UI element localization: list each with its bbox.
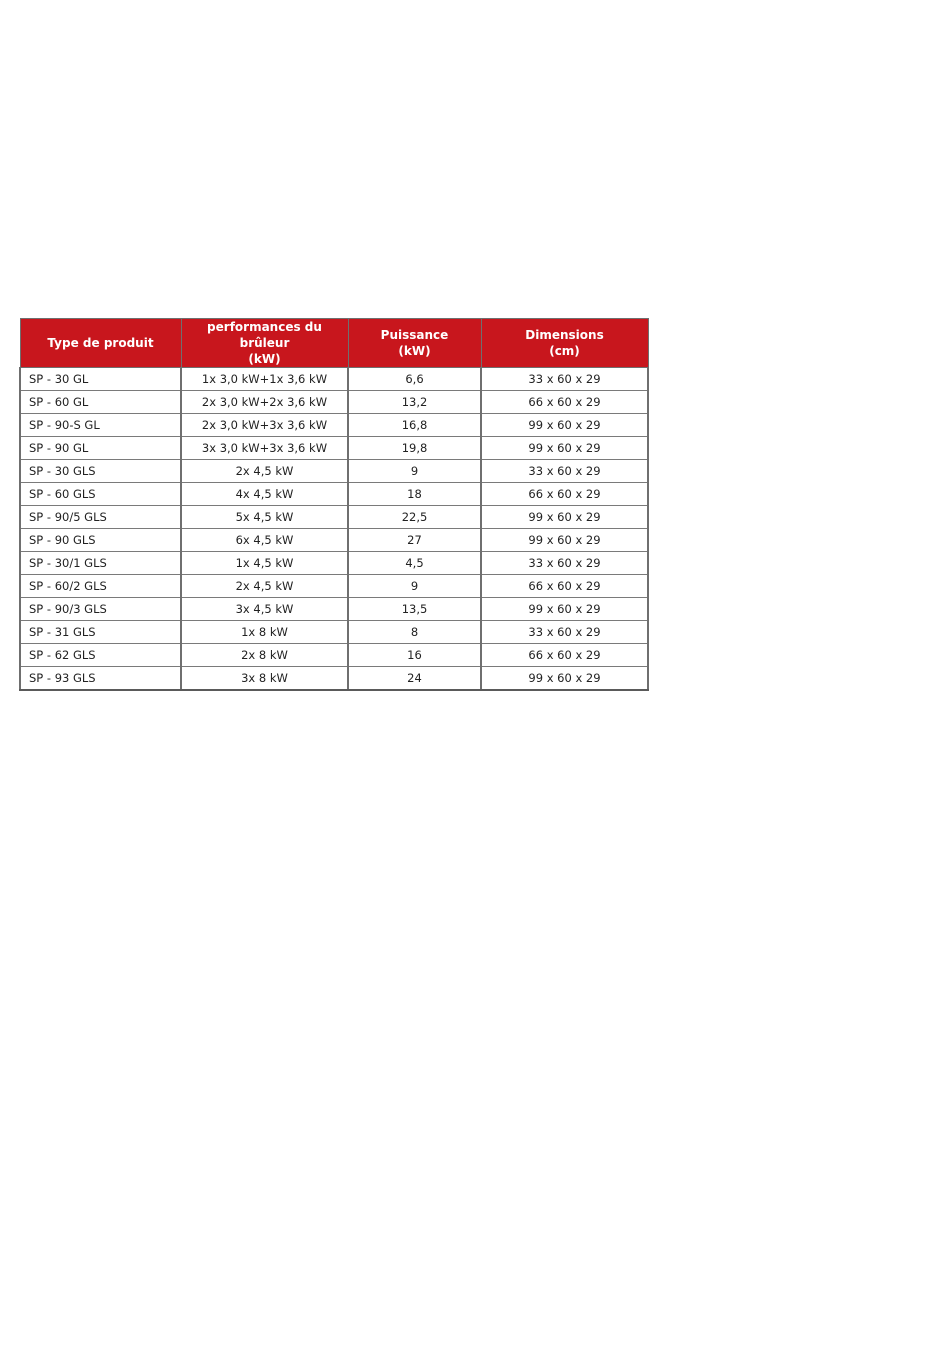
cell-dimensions: 66 x 60 x 29: [481, 483, 648, 506]
cell-product-type: SP - 90 GLS: [20, 529, 181, 552]
cell-product-type: SP - 60/2 GLS: [20, 575, 181, 598]
cell-dimensions: 33 x 60 x 29: [481, 460, 648, 483]
cell-dimensions: 33 x 60 x 29: [481, 368, 648, 391]
cell-burner-performance: 2x 4,5 kW: [181, 575, 348, 598]
cell-dimensions: 99 x 60 x 29: [481, 414, 648, 437]
cell-burner-performance: 6x 4,5 kW: [181, 529, 348, 552]
cell-dimensions: 66 x 60 x 29: [481, 391, 648, 414]
cell-dimensions: 99 x 60 x 29: [481, 598, 648, 621]
cell-power: 9: [348, 575, 481, 598]
table-row: [20, 529, 648, 552]
table-row: [20, 667, 648, 691]
cell-product-type: SP - 60 GL: [20, 391, 181, 414]
table-row: [20, 391, 648, 414]
cell-product-type: SP - 60 GLS: [20, 483, 181, 506]
header-product-type: Type de produit: [20, 319, 181, 368]
cell-power: 8: [348, 621, 481, 644]
cell-power: 9: [348, 460, 481, 483]
cell-dimensions: 33 x 60 x 29: [481, 621, 648, 644]
cell-burner-performance: 1x 4,5 kW: [181, 552, 348, 575]
cell-burner-performance: 3x 8 kW: [181, 667, 348, 691]
cell-product-type: SP - 90-S GL: [20, 414, 181, 437]
cell-power: 18: [348, 483, 481, 506]
cell-burner-performance: 1x 3,0 kW+1x 3,6 kW: [181, 368, 348, 391]
cell-power: 16: [348, 644, 481, 667]
product-spec-table: [19, 318, 649, 691]
cell-power: 16,8: [348, 414, 481, 437]
cell-dimensions: 99 x 60 x 29: [481, 529, 648, 552]
cell-dimensions: 99 x 60 x 29: [481, 667, 648, 691]
cell-burner-performance: 2x 3,0 kW+2x 3,6 kW: [181, 391, 348, 414]
cell-product-type: SP - 62 GLS: [20, 644, 181, 667]
cell-product-type: SP - 90/5 GLS: [20, 506, 181, 529]
table-header-row: [20, 319, 648, 368]
cell-power: 13,2: [348, 391, 481, 414]
cell-power: 22,5: [348, 506, 481, 529]
cell-product-type: SP - 30 GL: [20, 368, 181, 391]
table-row: [20, 483, 648, 506]
cell-power: 27: [348, 529, 481, 552]
header-burner-performance: performances du brûleur (kW): [181, 319, 348, 368]
cell-burner-performance: 2x 8 kW: [181, 644, 348, 667]
table-body: [20, 368, 648, 691]
cell-product-type: SP - 31 GLS: [20, 621, 181, 644]
cell-product-type: SP - 90/3 GLS: [20, 598, 181, 621]
cell-burner-performance: 3x 3,0 kW+3x 3,6 kW: [181, 437, 348, 460]
cell-product-type: SP - 30/1 GLS: [20, 552, 181, 575]
cell-dimensions: 66 x 60 x 29: [481, 644, 648, 667]
cell-burner-performance: 2x 3,0 kW+3x 3,6 kW: [181, 414, 348, 437]
cell-burner-performance: 3x 4,5 kW: [181, 598, 348, 621]
cell-burner-performance: 4x 4,5 kW: [181, 483, 348, 506]
table-row: [20, 368, 648, 391]
cell-burner-performance: 2x 4,5 kW: [181, 460, 348, 483]
cell-product-type: SP - 30 GLS: [20, 460, 181, 483]
cell-dimensions: 66 x 60 x 29: [481, 575, 648, 598]
table-row: [20, 575, 648, 598]
cell-product-type: SP - 90 GL: [20, 437, 181, 460]
cell-power: 13,5: [348, 598, 481, 621]
cell-power: 19,8: [348, 437, 481, 460]
table-row: [20, 644, 648, 667]
cell-power: 24: [348, 667, 481, 691]
table-row: [20, 460, 648, 483]
table-row: [20, 552, 648, 575]
cell-dimensions: 99 x 60 x 29: [481, 437, 648, 460]
cell-power: 6,6: [348, 368, 481, 391]
table-row: [20, 506, 648, 529]
table-row: [20, 621, 648, 644]
cell-dimensions: 99 x 60 x 29: [481, 506, 648, 529]
cell-product-type: SP - 93 GLS: [20, 667, 181, 691]
header-power: Puissance (kW): [348, 319, 481, 368]
header-dimensions: Dimensions (cm): [481, 319, 648, 368]
cell-dimensions: 33 x 60 x 29: [481, 552, 648, 575]
table-row: [20, 414, 648, 437]
cell-power: 4,5: [348, 552, 481, 575]
cell-burner-performance: 1x 8 kW: [181, 621, 348, 644]
table-row: [20, 437, 648, 460]
table-row: [20, 598, 648, 621]
cell-burner-performance: 5x 4,5 kW: [181, 506, 348, 529]
